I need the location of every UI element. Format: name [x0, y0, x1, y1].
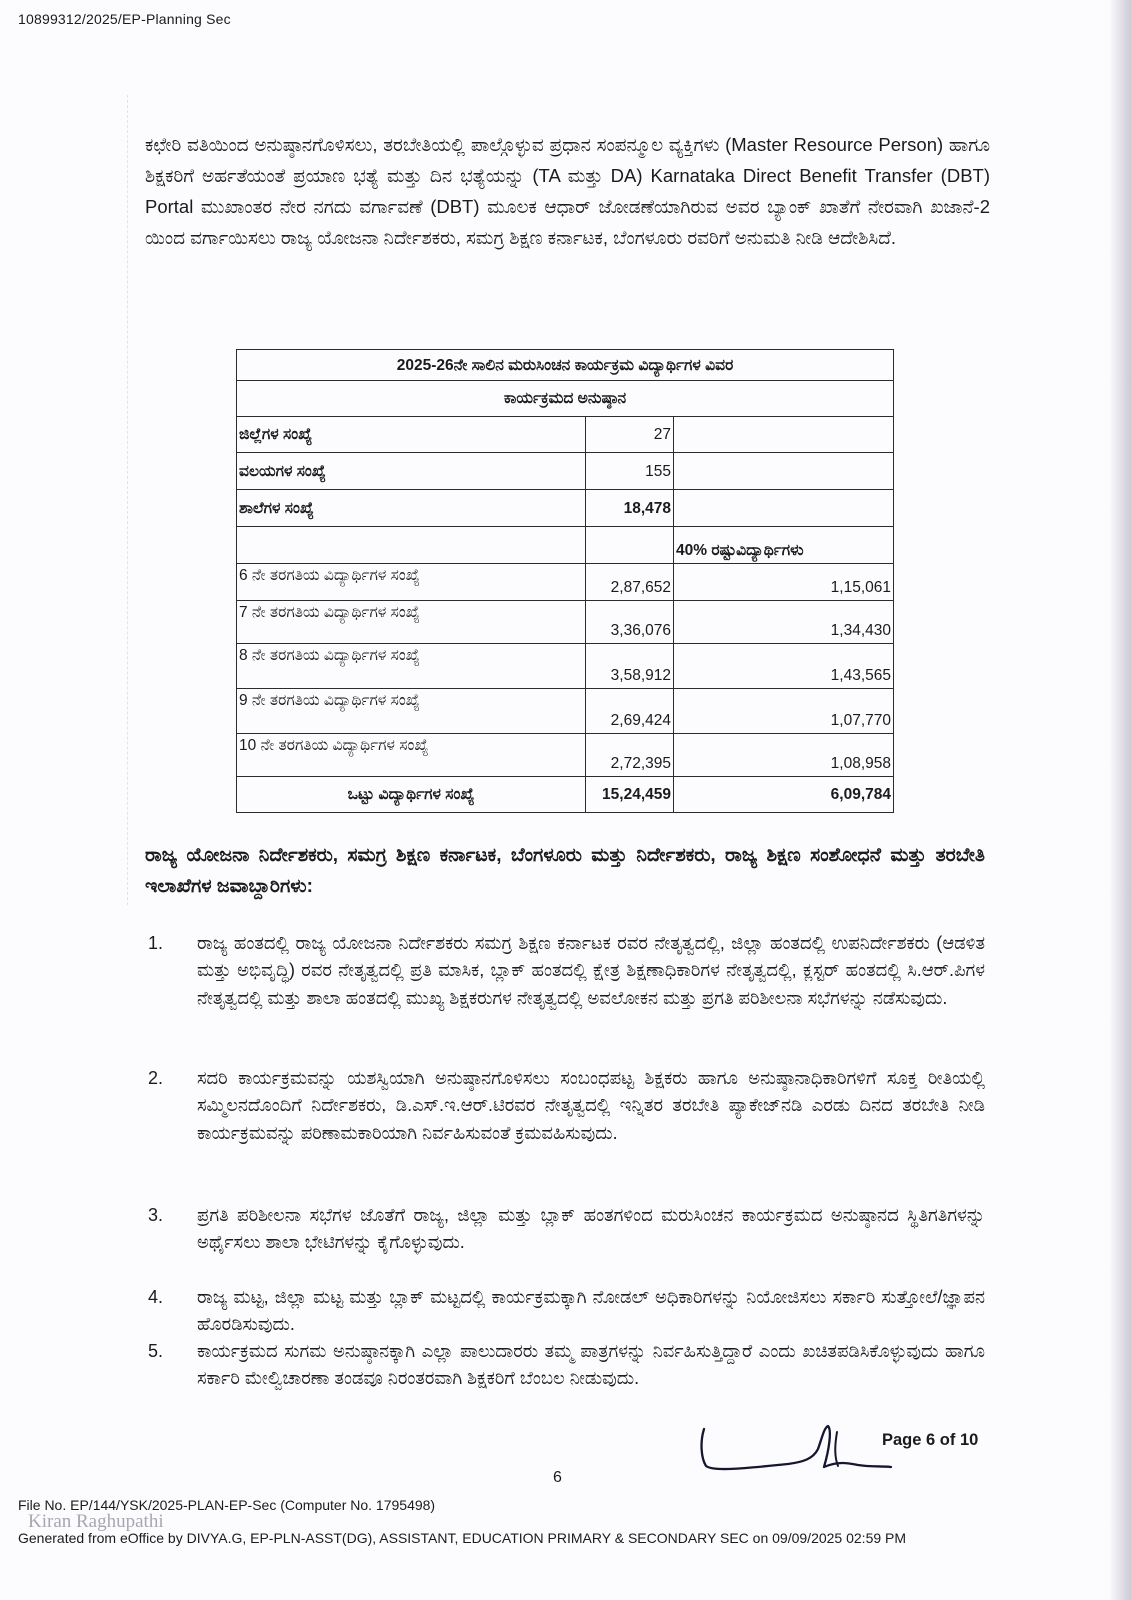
item-number: 2. [148, 1068, 164, 1088]
table-title: 2025-26ನೇ ಸಾಲಿನ ಮರುಸಿಂಚನ ಕಾರ್ಯಕ್ರಮ ವಿದ್ಯಾರ್ಥಿಗಳ ವಿವರ [237, 350, 894, 381]
row-value: 27 [586, 417, 674, 453]
empty-cell [674, 417, 894, 453]
row-label: 9 ನೇ ತರಗತಿಯ ವಿದ್ಯಾರ್ಥಿಗಳ ಸಂಖ್ಯೆ [237, 689, 586, 734]
empty-cell [237, 527, 586, 564]
item-text: ಕಾರ್ಯಕ್ರಮದ ಸುಗಮ ಅನುಷ್ಠಾನಕ್ಕಾಗಿ ಎಲ್ಲಾ ಪಾಲುದಾರರು ತಮ್ಮ ಪಾತ್ರಗಳನ್ನು ನಿರ್ವಹಿಸುತ್ತಿದ್ದಾರೆ ಎಂದು ಖಚಿತಪಡಿಸಿಕೊಳ್ಳುವುದು ಹಾಗೂ ಸರ್ಕಾರಿ ಮೇಲ್ವಿಚಾರಣಾ ತಂಡವೂ ನಿರಂತರವಾಗಿ ಶಿಕ್ಷಕರಿಗೆ ಬೆಂಬಲ ನೀಡುವುದು. [197, 1341, 985, 1389]
responsibility-item [145, 1065, 985, 1147]
total-forty-percent: 6,09,784 [674, 777, 894, 813]
table-row [237, 453, 894, 490]
item-number: 3. [148, 1205, 164, 1225]
generated-footer: Generated from eOffice by DIVYA.G, EP-PLN-ASST(DG), ASSISTANT, EDUCATION PRIMARY & SECONDARY SEC on 09/09/2025 02:59 PM [18, 1530, 907, 1546]
student-count: 3,36,076 [586, 601, 674, 644]
row-value: 155 [586, 453, 674, 490]
table-total-row [237, 777, 894, 813]
student-count: 2,87,652 [586, 564, 674, 601]
responsibility-item [145, 930, 985, 1012]
item-number: 5. [148, 1341, 164, 1361]
table-row [237, 490, 894, 527]
row-label: 6 ನೇ ತರಗತಿಯ ವಿದ್ಯಾರ್ಥಿಗಳ ಸಂಖ್ಯೆ [237, 564, 586, 601]
responsibilities-heading: ರಾಜ್ಯ ಯೋಜನಾ ನಿರ್ದೇಶಕರು, ಸಮಗ್ರ ಶಿಕ್ಷಣ ಕರ್ನಾಟಕ, ಬೆಂಗಳೂರು ಮತ್ತು ನಿರ್ದೇಶಕರು, ರಾಜ್ಯ ಶಿಕ್ಷಣ ಸಂಶೋಧನೆ ಮತ್ತು ತರಬೇತಿ ಇಲಾಖೆಗಳ ಜವಾಬ್ದಾರಿಗಳು: [145, 845, 985, 897]
item-text: ರಾಜ್ಯ ಮಟ್ಟ, ಜಿಲ್ಲಾ ಮಟ್ಟ ಮತ್ತು ಬ್ಲಾಕ್ ಮಟ್ಟದಲ್ಲಿ ಕಾರ್ಯಕ್ರಮಕ್ಕಾಗಿ ನೋಡಲ್ ಅಧಿಕಾರಿಗಳನ್ನು ನಿಯೋಜಿಸಲು ಸರ್ಕಾರಿ ಸುತ್ತೋಲೆ/ಜ್ಞಾಪನ ಹೊರಡಿಸುವುದು. [197, 1287, 985, 1335]
empty-cell [674, 453, 894, 490]
table-column-header-row [237, 527, 894, 564]
row-label: ಶಾಲೆಗಳ ಸಂಖ್ಯೆ [237, 490, 586, 527]
row-label: ವಲಯಗಳ ಸಂಖ್ಯೆ [237, 453, 586, 490]
table-row [237, 417, 894, 453]
total-label: ಒಟ್ಟು ವಿದ್ಯಾರ್ಥಿಗಳ ಸಂಖ್ಯೆ [237, 777, 586, 813]
item-number: 1. [148, 933, 164, 953]
item-number: 4. [148, 1287, 164, 1307]
responsibility-item [145, 1284, 985, 1339]
forty-percent-count: 1,34,430 [674, 601, 894, 644]
forty-percent-count: 1,15,061 [674, 564, 894, 601]
page-number: 6 [553, 1469, 562, 1486]
watermark-name: Kiran Raghupathi [28, 1511, 164, 1532]
table-row [237, 564, 894, 601]
table-subtitle-row [237, 381, 894, 417]
margin-line [127, 95, 128, 905]
row-label: 8 ನೇ ತರಗತಿಯ ವಿದ್ಯಾರ್ಥಿಗಳ ಸಂಖ್ಯೆ [237, 644, 586, 689]
forty-percent-count: 1,08,958 [674, 734, 894, 777]
student-count: 2,69,424 [586, 689, 674, 734]
student-count: 3,58,912 [586, 644, 674, 689]
row-label: 10 ನೇ ತರಗತಿಯ ವಿದ್ಯಾರ್ಥಿಗಳ ಸಂಖ್ಯೆ [237, 734, 586, 777]
row-value: 18,478 [586, 490, 674, 527]
table-row [237, 689, 894, 734]
empty-cell [586, 527, 674, 564]
student-details-table [236, 349, 894, 813]
empty-cell [674, 490, 894, 527]
percent-column-header: 40% ರಷ್ಟುವಿದ್ಯಾರ್ಥಿಗಳು [674, 527, 894, 564]
total-students: 15,24,459 [586, 777, 674, 813]
page-indicator: Page 6 of 10 [882, 1431, 979, 1449]
table-row [237, 601, 894, 644]
forty-percent-count: 1,07,770 [674, 689, 894, 734]
row-label: ಜಿಲ್ಲೆಗಳ ಸಂಖ್ಯೆ [237, 417, 586, 453]
item-text: ರಾಜ್ಯ ಹಂತದಲ್ಲಿ ರಾಜ್ಯ ಯೋಜನಾ ನಿರ್ದೇಶಕರು ಸಮಗ್ರ ಶಿಕ್ಷಣ ಕರ್ನಾಟಕ ರವರ ನೇತೃತ್ವದಲ್ಲಿ, ಜಿಲ್ಲಾ ಹಂತದಲ್ಲಿ ಉಪನಿರ್ದೇಶಕರು (ಆಡಳಿತ ಮತ್ತು ಅಭಿವೃದ್ಧಿ) ರವರ ನೇತೃತ್ವದಲ್ಲಿ ಪ್ರತಿ ಮಾಸಿಕ, ಬ್ಲಾಕ್ ಹಂತದಲ್ಲಿ ಕ್ಷೇತ್ರ ಶಿಕ್ಷಣಾಧಿಕಾರಿಗಳ ನೇತೃತ್ವದಲ್ಲಿ, ಕ್ಲಸ್ಟರ್ ಹಂತದಲ್ಲಿ ಸಿ.ಆರ್.ಪಿಗಳ ನೇತೃತ್ವದಲ್ಲಿ ಮತ್ತು ಶಾಲಾ ಹಂತದಲ್ಲಿ ಮುಖ್ಯ ಶಿಕ್ಷಕರುಗಳ ನೇತೃತ್ವದಲ್ಲಿ ಅವಲೋಕನ ಮತ್ತು ಪ್ರಗತಿ ಪರಿಶೀಲನಾ ಸಭೆಗಳನ್ನು ನಡೆಸುವುದು. [197, 933, 985, 1008]
intro-paragraph: ಕಛೇರಿ ವತಿಯಿಂದ ಅನುಷ್ಠಾನಗೊಳಿಸಲು, ತರಬೇತಿಯಲ್ಲಿ ಪಾಲ್ಗೊಳ್ಳುವ ಪ್ರಧಾನ ಸಂಪನ್ಮೂಲ ವ್ಯಕ್ತಿಗಳು (Master Resource Person) ಹಾಗೂ ಶಿಕ್ಷಕರಿಗೆ ಅರ್ಹತೆಯಂತೆ ಪ್ರಯಾಣ ಭತ್ಯೆ ಮತ್ತು ದಿನ ಭತ್ಯೆಯನ್ನು (TA ಮತ್ತು DA) Karnataka Direct Benefit Transfer (DBT) Portal ಮುಖಾಂತರ ನೇರ ನಗದು ವರ್ಗಾವಣೆ (DBT) ಮೂಲಕ ಆಧಾರ್ ಜೋಡಣೆಯಾಗಿರುವ ಅವರ ಬ್ಯಾಂಕ್ ಖಾತೆಗೆ ನೇರವಾಗಿ ಖಜಾನೆ-2 ಯಿಂದ ವರ್ಗಾಯಿಸಲು ರಾಜ್ಯ ಯೋಜನಾ ನಿರ್ದೇಶಕರು, ಸಮಗ್ರ ಶಿಕ್ಷಣ ಕರ್ನಾಟಕ, ಬೆಂಗಳೂರು ರವರಿಗೆ ಅನುಮತಿ ನೀಡಿ ಆದೇಶಿಸಿದೆ. [145, 134, 990, 248]
table-title-row [237, 350, 894, 381]
handwritten-signature [688, 1420, 893, 1480]
file-number-footer: File No. EP/144/YSK/2025-PLAN-EP-Sec (Computer No. 1795498) [18, 1497, 436, 1513]
header-reference: 10899312/2025/EP-Planning Sec [18, 11, 231, 27]
row-label: 7 ನೇ ತರಗತಿಯ ವಿದ್ಯಾರ್ಥಿಗಳ ಸಂಖ್ಯೆ [237, 601, 586, 644]
item-text: ಸದರಿ ಕಾರ್ಯಕ್ರಮವನ್ನು ಯಶಸ್ವಿಯಾಗಿ ಅನುಷ್ಠಾನಗೊಳಿಸಲು ಸಂಬಂಧಪಟ್ಟ ಶಿಕ್ಷಕರು ಹಾಗೂ ಅನುಷ್ಠಾನಾಧಿಕಾರಿಗಳಿಗೆ ಸೂಕ್ತ ರೀತಿಯಲ್ಲಿ ಸಮ್ಮಿಲನದೊಂದಿಗೆ ನಿರ್ದೇಶಕರು, ಡಿ.ಎಸ್.ಇ.ಆರ್.ಟಿರವರ ನೇತೃತ್ವದಲ್ಲಿ ಇನ್ನಿತರ ತರಬೇತಿ ಪ್ಯಾಕೇಜ್‌ನಡಿ ಎರಡು ದಿನದ ತರಬೇತಿ ನೀಡಿ ಕಾರ್ಯಕ್ರಮವನ್ನು ಪರಿಣಾಮಕಾರಿಯಾಗಿ ನಿರ್ವಹಿಸುವಂತೆ ಕ್ರಮವಹಿಸುವುದು. [197, 1068, 985, 1143]
table-row [237, 644, 894, 689]
table-subtitle: ಕಾರ್ಯಕ್ರಮದ ಅನುಷ್ಠಾನ [237, 381, 894, 417]
scan-edge-shadow [1109, 0, 1131, 1600]
student-count: 2,72,395 [586, 734, 674, 777]
responsibility-item [145, 1202, 985, 1257]
responsibility-item [145, 1338, 985, 1393]
table-row [237, 734, 894, 777]
forty-percent-count: 1,43,565 [674, 644, 894, 689]
item-text: ಪ್ರಗತಿ ಪರಿಶೀಲನಾ ಸಭೆಗಳ ಜೊತೆಗೆ ರಾಜ್ಯ, ಜಿಲ್ಲಾ ಮತ್ತು ಬ್ಲಾಕ್ ಹಂತಗಳಿಂದ ಮರುಸಿಂಚನ ಕಾರ್ಯಕ್ರಮದ ಅನುಷ್ಠಾನದ ಸ್ಥಿತಿಗತಿಗಳನ್ನು ಅರ್ಥೈಸಲು ಶಾಲಾ ಭೇಟಿಗಳನ್ನು ಕೈಗೊಳ್ಳುವುದು. [197, 1205, 985, 1253]
